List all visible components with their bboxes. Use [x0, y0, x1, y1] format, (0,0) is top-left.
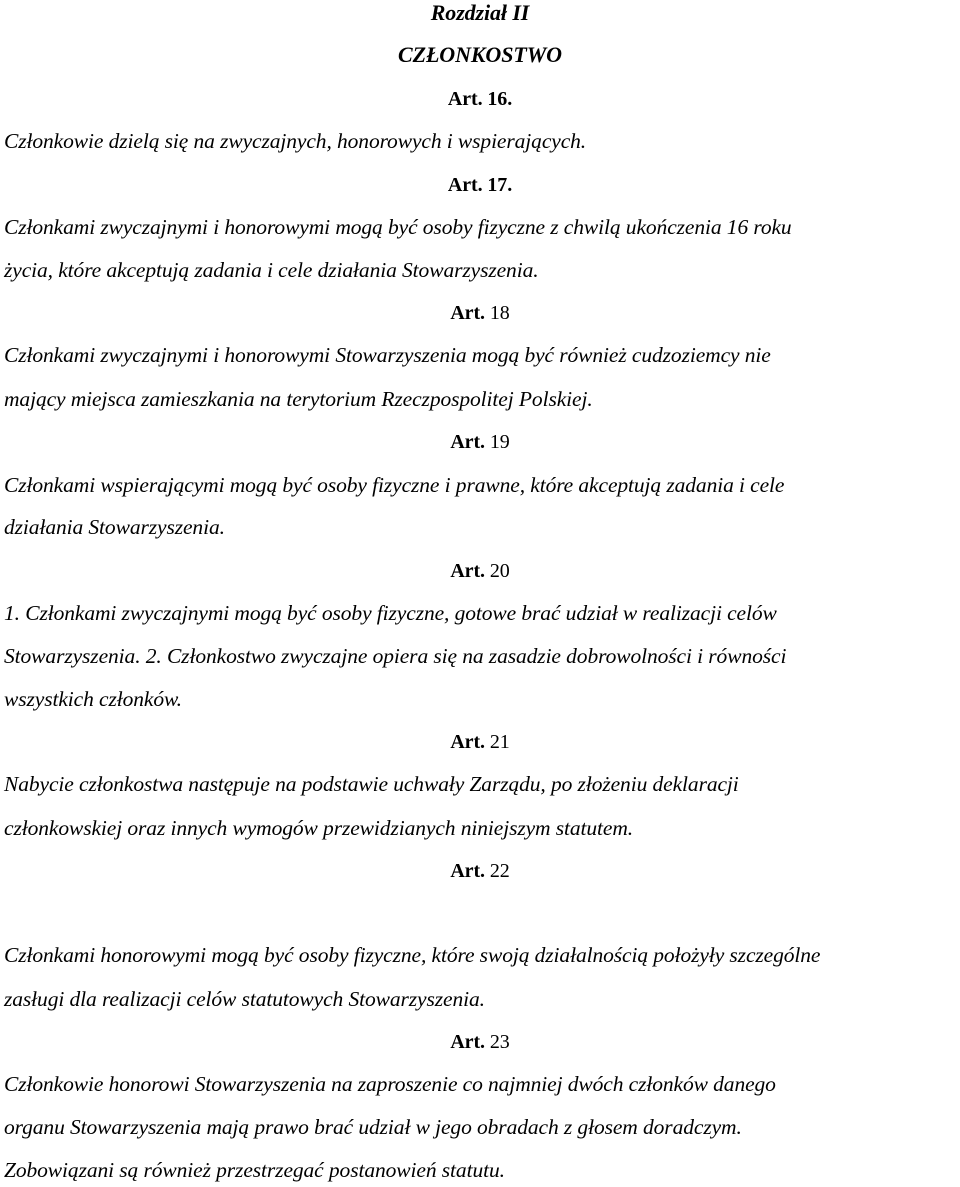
article-23-line-3: Zobowiązani są również przestrzegać postanowień statutu. [4, 1158, 505, 1182]
article-label: Art. [450, 1031, 485, 1053]
article-heading-20 [0, 558, 960, 584]
article-label: Art. [450, 731, 485, 753]
article-17-line-1: Członkami zwyczajnymi i honorowymi mogą być osoby fizyczne z chwilą ukończenia 16 roku [4, 215, 792, 239]
article-21-line-2: członkowskiej oraz innych wymogów przewidzianych niniejszym statutem. [4, 816, 634, 840]
article-20-line-1: 1. Członkami zwyczajnymi mogą być osoby fizyczne, gotowe brać udział w realizacji celów [4, 601, 777, 625]
article-heading-22 [0, 858, 960, 884]
article-number: 16. [487, 88, 513, 110]
article-20-line-3: wszystkich członków. [4, 687, 182, 711]
article-22-line-1: Członkami honorowymi mogą być osoby fizyczne, które swoją działalnością położyły szczególne [4, 943, 821, 967]
article-number: 18 [489, 302, 510, 324]
article-number: 21 [489, 731, 510, 753]
article-heading-23 [0, 1029, 960, 1055]
article-18-line-2: mający miejsca zamieszkania na terytorium Rzeczpospolitej Polskiej. [4, 387, 593, 411]
article-heading-21 [0, 729, 960, 755]
article-heading-19 [0, 429, 960, 455]
article-18-line-1: Członkami zwyczajnymi i honorowymi Stowarzyszenia mogą być również cudzoziemcy nie [4, 343, 771, 367]
article-21-line-1: Nabycie członkostwa następuje na podstawie uchwały Zarządu, po złożeniu deklaracji [4, 772, 739, 796]
article-label: Art. [450, 860, 485, 882]
article-label: Art. [450, 560, 485, 582]
article-number: 23 [489, 1031, 510, 1053]
article-label: Art. [450, 431, 485, 453]
article-number: 19 [489, 431, 510, 453]
article-heading-18 [0, 300, 960, 326]
article-20-line-2: Stowarzyszenia. 2. Członkostwo zwyczajne opiera się na zasadzie dobrowolności i równości [4, 644, 787, 668]
chapter-title: Rozdział II [430, 0, 530, 25]
article-heading-16 [0, 86, 960, 112]
article-23-line-2: organu Stowarzyszenia mają prawo brać udział w jego obradach z głosem doradczym. [4, 1115, 742, 1139]
article-23-line-1: Członkowie honorowi Stowarzyszenia na zaproszenie co najmniej dwóch członków danego [4, 1072, 776, 1096]
article-label: Art. [450, 302, 485, 324]
article-19-line-1: Członkami wspierającymi mogą być osoby fizyczne i prawne, które akceptują zadania i cele [4, 473, 785, 497]
article-number: 20 [489, 560, 510, 582]
article-number: 17. [487, 174, 513, 196]
article-16-line-1: Członkowie dzielą się na zwyczajnych, honorowych i wspierających. [4, 129, 587, 153]
article-22-line-2: zasługi dla realizacji celów statutowych Stowarzyszenia. [4, 987, 485, 1011]
article-19-line-2: działania Stowarzyszenia. [4, 515, 225, 539]
article-number: 22 [489, 860, 510, 882]
article-heading-17 [0, 172, 960, 198]
article-label: Art. [447, 88, 483, 110]
article-17-line-2: życia, które akceptują zadania i cele działania Stowarzyszenia. [4, 258, 539, 282]
chapter-subtitle: CZŁONKOSTWO [398, 42, 562, 67]
article-label: Art. [447, 174, 483, 196]
